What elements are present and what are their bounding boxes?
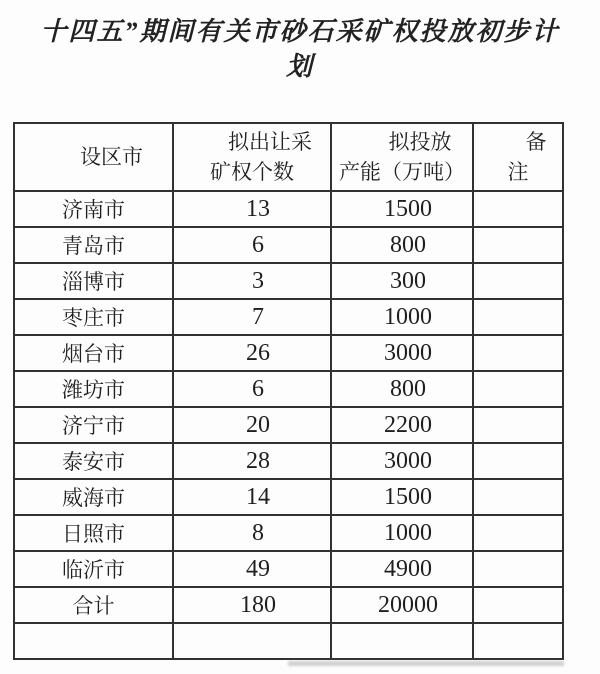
rights-count-cell: 13 xyxy=(179,191,337,227)
table-row xyxy=(14,587,563,623)
header-row xyxy=(14,123,563,191)
table-row xyxy=(14,299,563,335)
city-cell: 烟台市 xyxy=(14,335,173,371)
table-row xyxy=(14,227,563,263)
header-remark xyxy=(473,123,563,191)
city-cell: 合计 xyxy=(14,587,173,623)
city-cell: 济宁市 xyxy=(14,407,173,443)
city-cell: 枣庄市 xyxy=(14,299,173,335)
title-line-1: 十四五”期间有关市砂石采矿权投放初步计 xyxy=(40,17,560,46)
city-cell xyxy=(14,623,173,659)
remark-cell xyxy=(473,191,563,227)
table-row xyxy=(14,191,563,227)
rights-count-cell: 20 xyxy=(179,407,337,443)
remark-cell xyxy=(473,371,563,407)
rights-count-cell xyxy=(179,623,337,659)
capacity-cell: 1500 xyxy=(337,479,479,515)
capacity-cell: 3000 xyxy=(337,335,479,371)
header-capacity xyxy=(331,123,473,191)
capacity-cell: 2200 xyxy=(337,407,479,443)
header-line: 注 xyxy=(507,160,529,184)
capacity-cell: 800 xyxy=(337,371,479,407)
remark-cell xyxy=(473,263,563,299)
rights-count-cell: 14 xyxy=(179,479,337,515)
city-cell: 泰安市 xyxy=(14,443,173,479)
table-row xyxy=(14,407,563,443)
rights-count-cell: 180 xyxy=(179,587,337,623)
rights-count-cell: 49 xyxy=(179,551,337,587)
rights-count-cell: 6 xyxy=(179,227,337,263)
header-line: 设区市 xyxy=(80,145,143,169)
header-line: 矿权个数 xyxy=(210,160,294,184)
header-rights xyxy=(173,123,331,191)
table-body xyxy=(14,191,563,659)
rights-count-cell: 28 xyxy=(179,443,337,479)
capacity-cell: 1500 xyxy=(337,191,479,227)
plan-table xyxy=(13,122,564,660)
city-cell: 淄博市 xyxy=(14,263,173,299)
remark-cell xyxy=(473,443,563,479)
table-row xyxy=(14,623,563,659)
table-row xyxy=(14,335,563,371)
header-city xyxy=(14,123,173,191)
header-line: 产能（万吨） xyxy=(339,160,465,184)
capacity-cell: 3000 xyxy=(337,443,479,479)
city-cell: 济南市 xyxy=(14,191,173,227)
header-line: 拟出让采 xyxy=(228,130,312,154)
scan-shadow-artifact xyxy=(288,661,564,666)
rights-count-cell: 3 xyxy=(179,263,337,299)
capacity-cell: 800 xyxy=(337,227,479,263)
remark-cell xyxy=(473,551,563,587)
header-line: 备 xyxy=(525,130,547,154)
city-cell: 临沂市 xyxy=(14,551,173,587)
remark-cell xyxy=(473,299,563,335)
table-row xyxy=(14,479,563,515)
table-row xyxy=(14,551,563,587)
table-row xyxy=(14,443,563,479)
capacity-cell: 1000 xyxy=(337,515,479,551)
rights-count-cell: 8 xyxy=(179,515,337,551)
capacity-cell: 1000 xyxy=(337,299,479,335)
remark-cell xyxy=(473,407,563,443)
header-line: 拟投放 xyxy=(388,130,452,154)
capacity-cell: 4900 xyxy=(337,551,479,587)
capacity-cell xyxy=(337,623,479,659)
table-row xyxy=(14,371,563,407)
rights-count-cell: 26 xyxy=(179,335,337,371)
table-row xyxy=(14,263,563,299)
rights-count-cell: 7 xyxy=(179,299,337,335)
remark-cell xyxy=(473,623,563,659)
remark-cell xyxy=(473,227,563,263)
page-title xyxy=(28,14,572,84)
remark-cell xyxy=(473,335,563,371)
remark-cell xyxy=(473,515,563,551)
city-cell: 潍坊市 xyxy=(14,371,173,407)
table-row xyxy=(14,515,563,551)
capacity-cell: 300 xyxy=(337,263,479,299)
remark-cell xyxy=(473,479,563,515)
city-cell: 日照市 xyxy=(14,515,173,551)
remark-cell xyxy=(473,587,563,623)
city-cell: 威海市 xyxy=(14,479,173,515)
capacity-cell: 20000 xyxy=(337,587,479,623)
city-cell: 青岛市 xyxy=(14,227,173,263)
rights-count-cell: 6 xyxy=(179,371,337,407)
title-line-2: 划 xyxy=(285,52,314,81)
